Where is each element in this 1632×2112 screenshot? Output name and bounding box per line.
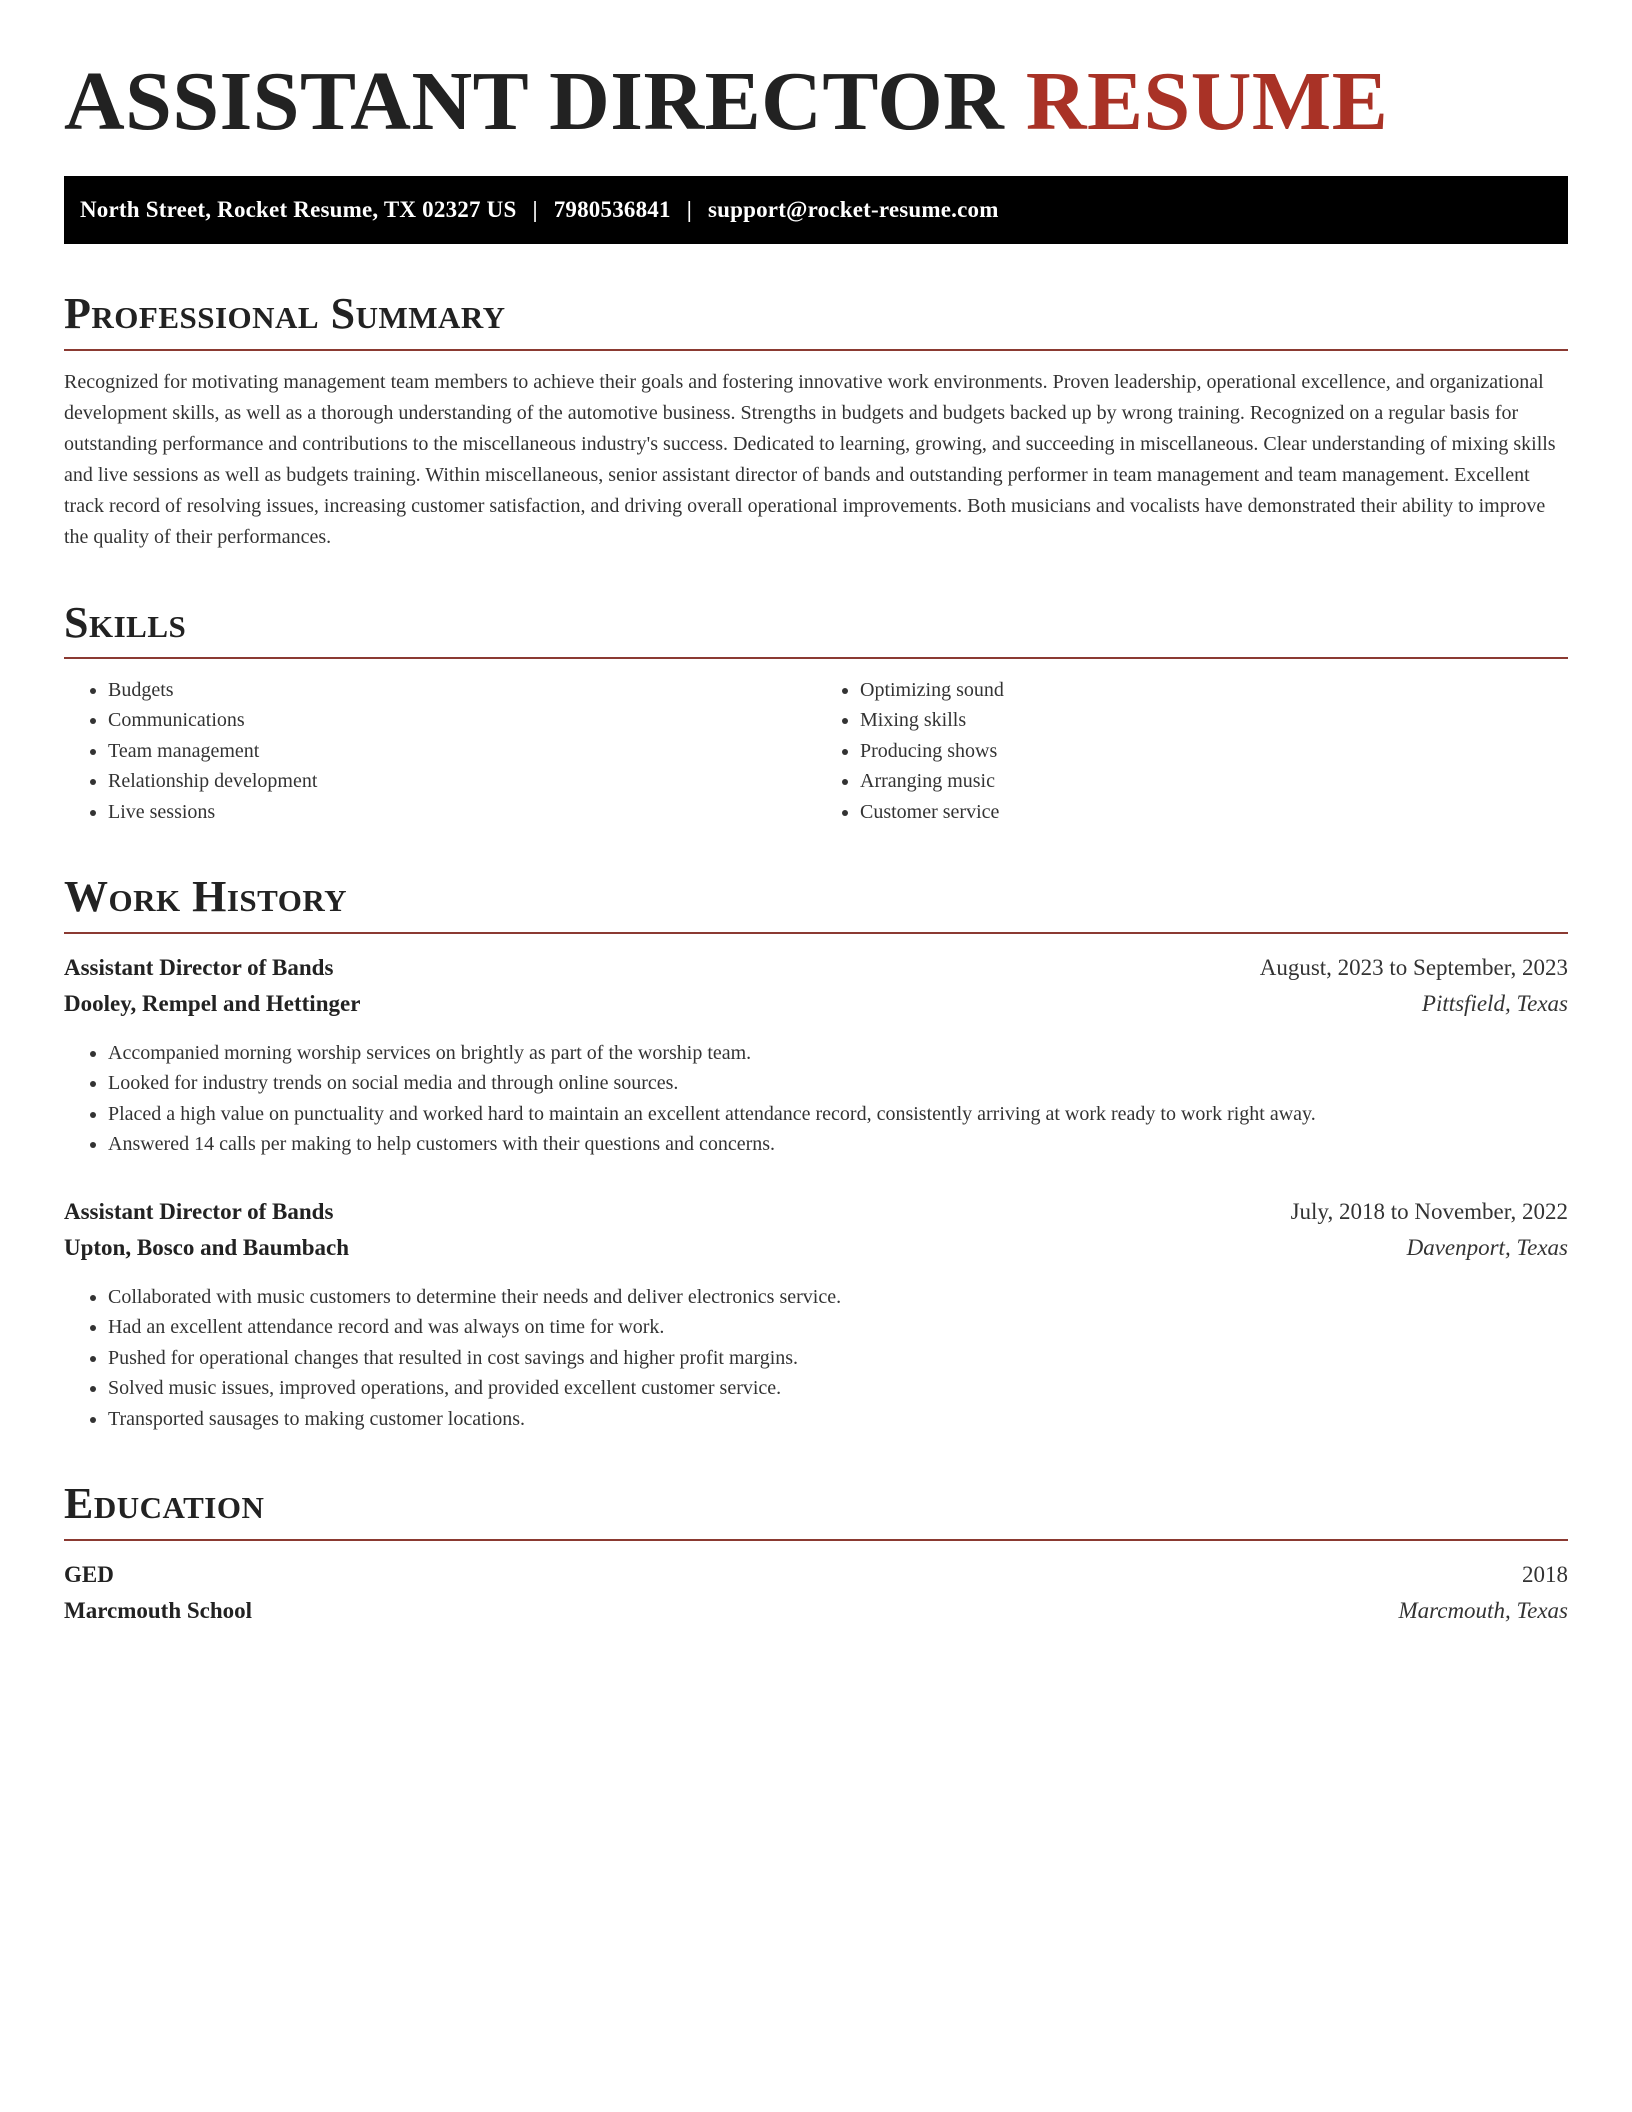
education-school: Marcmouth School [64,1597,253,1623]
education-location: Marcmouth, Texas [1398,1597,1568,1623]
job-location: Pittsfield, Texas [1421,990,1568,1016]
skills-list [64,675,1568,828]
job-bullet: • Answered 14 calls per making to help customers with their questions and concerns. [108,1129,1568,1160]
contact-email: support@rocket-resume.com [707,197,999,223]
job-bullets [64,1282,1568,1435]
skill-item: • Producing shows [860,736,1568,767]
education-degree-row [64,1557,1568,1593]
education-degree: GED [64,1561,114,1587]
job-entry [64,1194,1568,1435]
job-company: Upton, Bosco and Baumbach [64,1234,350,1260]
skills-column-left [64,675,816,828]
job-title: Assistant Director of Bands [64,1198,334,1224]
skill-item: • Optimizing sound [860,675,1568,706]
job-bullet: • Collaborated with music customers to determine their needs and deliver electronics service. [108,1282,1568,1313]
skill-item: • Relationship development [108,766,816,797]
resume-title [64,55,1568,148]
education-entry [64,1557,1568,1629]
education-year: 2018 [1522,1561,1568,1587]
job-title: Assistant Director of Bands [64,954,334,980]
skill-item: • Team management [108,736,816,767]
contact-separator: | [686,197,692,223]
contact-address: North Street, Rocket Resume, TX 02327 US [80,197,517,223]
work-history-heading: Work History [64,873,1568,933]
skill-item: • Customer service [860,797,1568,828]
job-entry [64,950,1568,1160]
skill-item: • Communications [108,705,816,736]
job-bullets [64,1038,1568,1160]
summary-text: Recognized for motivating management team members to achieve their goals and fostering innovative work environments. Proven leadership, operational excellence, and organizational development skills, as well as a thorough understanding of the automotive business. Strengths in budgets and budgets backed up by wrong training. Recognized on a regular basis for outstanding performance and contributions to the miscellaneous industry's success. Dedicated to learning, growing, and succeeding in miscellaneous. Clear understanding of mixing skills and live sessions as well as budgets training. Within miscellaneous, senior assistant director of bands and outstanding performer in team management and team management. Excellent track record of resolving issues, increasing customer satisfaction, and driving overall operational improvements. Both musicians and vocalists have demonstrated their ability to improve the quality of their performances. [64,370,1556,548]
skills-column-right [816,675,1568,828]
job-location: Davenport, Texas [1406,1234,1568,1260]
job-bullet: • Pushed for operational changes that resulted in cost savings and higher profit margins. [108,1343,1568,1374]
contact-phone: 7980536841 [553,197,671,223]
education-school-row [64,1593,1568,1629]
summary-heading: Professional Summary [64,290,1568,350]
title-accent: RESUME [1025,55,1389,148]
job-header-row [64,1194,1568,1230]
skill-item: • Arranging music [860,766,1568,797]
skills-heading: Skills [64,599,1568,659]
job-bullet: • Placed a high value on punctuality and worked hard to maintain an excellent attendance record, consistently arriving at work ready to work right away. [108,1099,1568,1130]
job-company-row [64,1230,1568,1266]
job-company-row [64,986,1568,1022]
contact-separator: | [532,197,538,223]
job-bullet: • Accompanied morning worship services on brightly as part of the worship team. [108,1038,1568,1069]
job-bullet: • Solved music issues, improved operations, and provided excellent customer service. [108,1373,1568,1404]
skill-item: • Budgets [108,675,816,706]
skill-item: • Mixing skills [860,705,1568,736]
job-dates: August, 2023 to September, 2023 [1259,954,1568,980]
title-main: ASSISTANT DIRECTOR [64,55,1005,148]
skill-item: • Live sessions [108,797,816,828]
job-bullet: • Looked for industry trends on social media and through online sources. [108,1068,1568,1099]
education-heading: Education [64,1480,1568,1540]
job-dates: July, 2018 to November, 2022 [1290,1198,1568,1224]
job-header-row [64,950,1568,986]
contact-bar [64,176,1568,244]
job-bullet: • Transported sausages to making customer locations. [108,1404,1568,1435]
job-company: Dooley, Rempel and Hettinger [64,990,361,1016]
job-bullet: • Had an excellent attendance record and was always on time for work. [108,1312,1568,1343]
